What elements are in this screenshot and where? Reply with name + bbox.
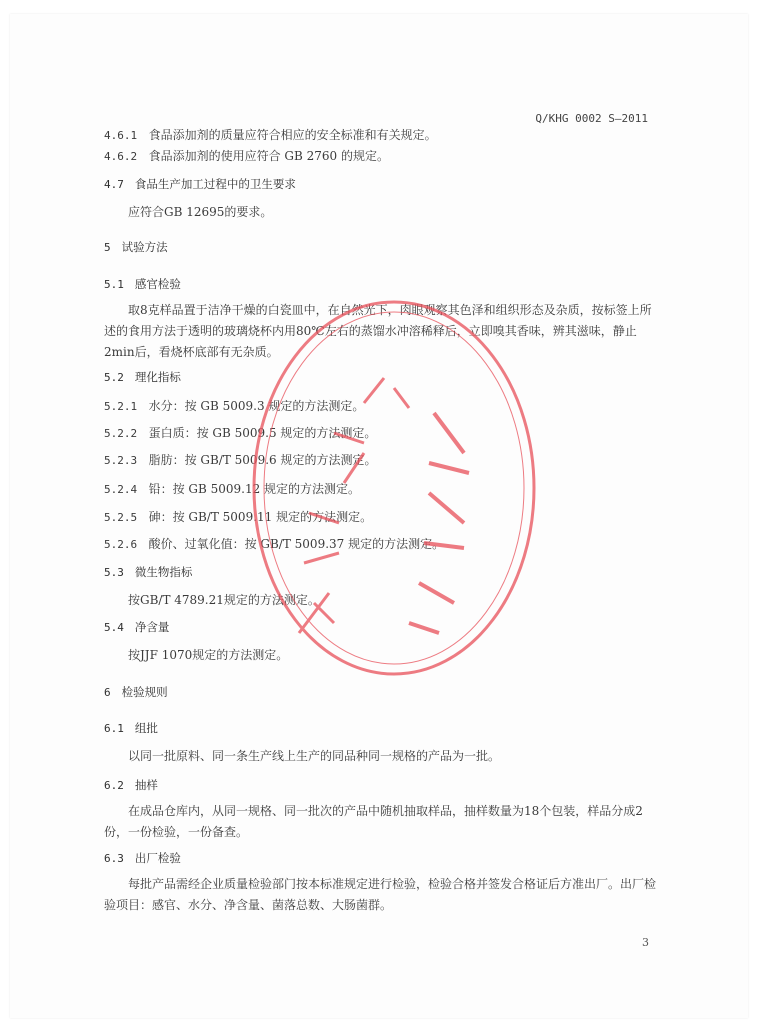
paragraph-sampling: 在成品仓库内，从同一规格、同一批次的产品中随机抽取样品，抽样数量为18个包装，样品分成2份，一份检验，一份备查。 — [104, 804, 643, 839]
page-number: 3 — [642, 936, 649, 949]
heading-number: 5.3 — [104, 566, 124, 579]
heading-number: 6 — [104, 686, 111, 699]
heading-6-1 — [104, 721, 158, 736]
heading-number: 5.1 — [104, 278, 124, 291]
heading-text: 检验规则 — [121, 685, 168, 699]
heading-text: 感官检验 — [134, 277, 181, 291]
clause-text: 脂肪：按 GB/T 5009.6 规定的方法测定。 — [148, 453, 377, 467]
heading-5-1 — [104, 277, 181, 292]
clause-4-6-2 — [104, 149, 389, 164]
heading-number: 6.3 — [104, 852, 124, 865]
heading-text: 净含量 — [134, 620, 170, 634]
paragraph-sensory: 取8克样品置于洁净干燥的白瓷皿中，在自然光下，肉眼观察其色泽和组织形态及杂质，按标签上所述的食用方法于透明的玻璃烧杯内用80℃左右的蒸馏水冲溶稀释后，立即嗅其香味，辨其滋味，静止2min后，看烧杯底部有无杂质。 — [104, 303, 652, 359]
clause-text: 砷：按 GB/T 5009.11 规定的方法测定。 — [148, 510, 373, 524]
heading-text: 出厂检验 — [134, 851, 181, 865]
clause-5-2-1 — [104, 399, 364, 414]
clause-text: 水分：按 GB 5009.3 规定的方法测定。 — [148, 399, 365, 413]
heading-6 — [104, 685, 168, 700]
heading-6-3 — [104, 851, 181, 866]
clause-text: 食品添加剂的质量应符合相应的安全标准和有关规定。 — [148, 128, 437, 142]
clause-number: 4.6.1 — [104, 129, 138, 142]
clause-number: 5.2.3 — [104, 454, 138, 467]
clause-text: 铅：按 GB 5009.12 规定的方法测定。 — [148, 482, 361, 496]
clause-text: 食品添加剂的使用应符合 GB 2760 的规定。 — [148, 149, 389, 163]
clause-number: 5.2.1 — [104, 400, 138, 413]
standard-code: Q/KHG 0002 S—2011 — [535, 112, 648, 125]
clause-5-2-2 — [104, 426, 376, 441]
clause-5-2-4 — [104, 482, 360, 497]
clause-number: 5.2.4 — [104, 483, 138, 496]
clause-text-6-1: 以同一批原料、同一条生产线上生产的同品种同一规格的产品为一批。 — [128, 749, 501, 763]
heading-6-2 — [104, 778, 158, 793]
clause-text-5-4: 按JJF 1070规定的方法测定。 — [128, 648, 289, 662]
clause-5-2-3 — [104, 453, 376, 468]
heading-5 — [104, 240, 168, 255]
heading-number: 6.1 — [104, 722, 124, 735]
clause-text-4-7: 应符合GB 12695的要求。 — [128, 205, 273, 219]
heading-text: 食品生产加工过程中的卫生要求 — [134, 177, 296, 191]
clause-number: 5.2.6 — [104, 538, 138, 551]
heading-5-3 — [104, 565, 192, 580]
heading-text: 微生物指标 — [134, 565, 193, 579]
clause-text: 蛋白质：按 GB 5009.5 规定的方法测定。 — [148, 426, 377, 440]
clause-text: 酸价、过氧化值：按 GB/T 5009.37 规定的方法测定。 — [148, 537, 445, 551]
clause-number: 4.6.2 — [104, 150, 138, 163]
heading-number: 5.4 — [104, 621, 124, 634]
clause-4-6-1 — [104, 128, 437, 143]
heading-number: 4.7 — [104, 178, 124, 191]
heading-number: 6.2 — [104, 779, 124, 792]
heading-text: 抽样 — [134, 778, 158, 792]
heading-text: 理化指标 — [134, 370, 181, 384]
clause-5-2-6 — [104, 537, 444, 552]
heading-5-4 — [104, 620, 169, 635]
heading-number: 5 — [104, 241, 111, 254]
heading-5-2 — [104, 370, 181, 385]
paragraph-factory-inspection: 每批产品需经企业质量检验部门按本标准规定进行检验，检验合格并签发合格证后方准出厂。出厂检验项目：感官、水分、净含量、菌落总数、大肠菌群。 — [104, 877, 657, 912]
clause-text-5-3: 按GB/T 4789.21规定的方法测定。 — [128, 593, 320, 607]
heading-text: 组批 — [134, 721, 158, 735]
clause-number: 5.2.2 — [104, 427, 138, 440]
clause-5-2-5 — [104, 510, 372, 525]
heading-number: 5.2 — [104, 371, 124, 384]
heading-text: 试验方法 — [121, 240, 168, 254]
clause-number: 5.2.5 — [104, 511, 138, 524]
heading-4-7 — [104, 177, 296, 192]
